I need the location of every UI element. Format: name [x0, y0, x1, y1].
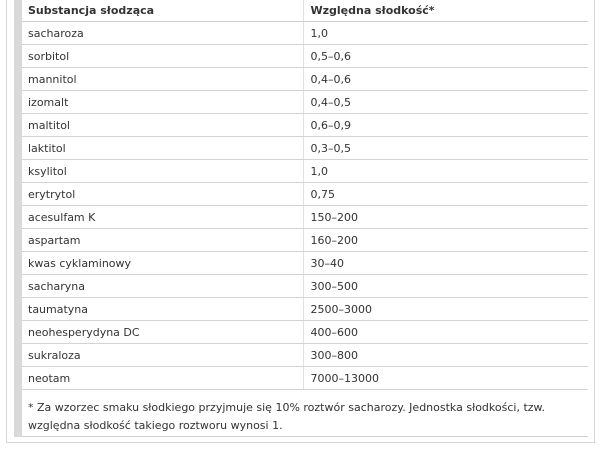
- substance-name: sukraloza: [22, 344, 303, 367]
- table-row: [22, 68, 588, 91]
- footnote: * Za wzorzec smaku słodkiego przyjmuje się 10% roztwór sacharozy. Jednostka słodkości, tzw. względna słodkość takiego roztworu wynosi 1.: [28, 401, 546, 432]
- substance-name: sacharyna: [22, 275, 303, 298]
- table-row: [22, 91, 588, 114]
- substance-name: maltitol: [22, 114, 303, 137]
- header-substance: Substancja słodząca: [22, 0, 303, 22]
- relative-sweetness-value: 0,4–0,6: [303, 68, 588, 91]
- table-row: [22, 252, 588, 275]
- relative-sweetness-value: 1,0: [303, 22, 588, 45]
- sweetness-table: [22, 0, 588, 390]
- relative-sweetness-value: 0,5–0,6: [303, 45, 588, 68]
- table-row: [22, 321, 588, 344]
- relative-sweetness-value: 30–40: [303, 252, 588, 275]
- relative-sweetness-value: 300–500: [303, 275, 588, 298]
- substance-name: neotam: [22, 367, 303, 390]
- relative-sweetness-value: 7000–13000: [303, 367, 588, 390]
- relative-sweetness-value: 400–600: [303, 321, 588, 344]
- relative-sweetness-value: 0,3–0,5: [303, 137, 588, 160]
- table-row: [22, 229, 588, 252]
- table-row: [22, 367, 588, 390]
- substance-name: sorbitol: [22, 45, 303, 68]
- relative-sweetness-value: 160–200: [303, 229, 588, 252]
- table-row: [22, 137, 588, 160]
- substance-name: izomalt: [22, 91, 303, 114]
- substance-name: acesulfam K: [22, 206, 303, 229]
- relative-sweetness-value: 300–800: [303, 344, 588, 367]
- relative-sweetness-value: 0,4–0,5: [303, 91, 588, 114]
- table-header-row: [22, 0, 588, 22]
- table-row: [22, 45, 588, 68]
- substance-name: ksylitol: [22, 160, 303, 183]
- table-row: [22, 114, 588, 137]
- substance-name: sacharoza: [22, 22, 303, 45]
- substance-name: laktitol: [22, 137, 303, 160]
- relative-sweetness-value: 150–200: [303, 206, 588, 229]
- relative-sweetness-value: 1,0: [303, 160, 588, 183]
- table-row: [22, 344, 588, 367]
- table-row: [22, 22, 588, 45]
- table-row: [22, 160, 588, 183]
- table-row: [22, 183, 588, 206]
- substance-name: aspartam: [22, 229, 303, 252]
- sweetness-table-container: [22, 0, 588, 390]
- table-row: [22, 298, 588, 321]
- relative-sweetness-value: 2500–3000: [303, 298, 588, 321]
- table-row: [22, 275, 588, 298]
- substance-name: mannitol: [22, 68, 303, 91]
- substance-name: erytrytol: [22, 183, 303, 206]
- substance-name: kwas cyklaminowy: [22, 252, 303, 275]
- table-row: [22, 206, 588, 229]
- relative-sweetness-value: 0,6–0,9: [303, 114, 588, 137]
- relative-sweetness-value: 0,75: [303, 183, 588, 206]
- substance-name: neohesperydyna DC: [22, 321, 303, 344]
- substance-name: taumatyna: [22, 298, 303, 321]
- left-accent-bar: [14, 0, 22, 437]
- bottom-divider: [22, 436, 588, 437]
- header-relative-sweetness: Względna słodkość*: [303, 0, 588, 22]
